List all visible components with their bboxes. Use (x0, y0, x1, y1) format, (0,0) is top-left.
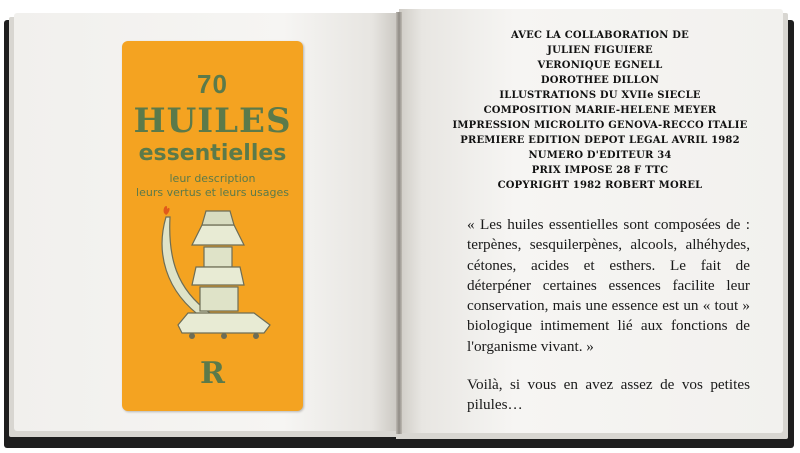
credit-line: COPYRIGHT 1982 ROBERT MOREL (497, 180, 703, 191)
flame-shape (164, 206, 170, 215)
base-shape (178, 313, 270, 333)
booklet-subtitle: essentielles (138, 141, 287, 166)
closing-paragraph: Voilà, si vous en avez assez de vos petites pilules… (467, 376, 750, 414)
dome-top-shape (192, 225, 244, 245)
booklet-cover-image (122, 41, 303, 411)
credit-line: AVEC LA COLLABORATION DE (510, 30, 690, 41)
credits-list (440, 28, 760, 193)
credit-line: JULIEN FIGUIERE (547, 45, 653, 56)
tier-2-shape (192, 267, 244, 285)
booklet-tagline-2: leurs vertus et leurs usages (136, 186, 289, 199)
booklet-tagline-1: leur description (169, 172, 256, 185)
credit-line: PREMIERE EDITION DEPOT LEGAL AVRIL 1982 (460, 135, 740, 146)
tier-3-shape (200, 287, 238, 311)
foot-center-shape (221, 333, 227, 339)
credit-line: IMPRESSION MICROLITO GENOVA-RECCO ITALIE (452, 120, 748, 131)
credit-line: NUMERO D'EDITEUR 34 (528, 150, 672, 161)
book-gutter (396, 12, 402, 434)
foot-right-shape (253, 333, 259, 339)
alembic-illustration (144, 201, 284, 351)
credit-line: VERONIQUE EGNELL (537, 60, 663, 71)
foot-left-shape (189, 333, 195, 339)
credit-line: COMPOSITION MARIE-HELENE MEYER (483, 105, 717, 116)
quote-paragraph: « Les huiles essentielles sont composées de : terpènes, sesquilerpènes, alcools, alhéhydes, cétones, acides et esthers. Le fait de déterpéner certaines essences facilite leur conservation, mais une essence est un « tout » biologique intimement lié aux fonctions de l'organisme vivant. » (467, 216, 750, 355)
booklet-number: 70 (197, 69, 228, 99)
credit-line: ILLUSTRATIONS DU XVIIe SIECLE (499, 90, 701, 101)
credit-line: PRIX IMPOSE 28 F TTC (531, 165, 669, 176)
publisher-mark: R (200, 356, 225, 391)
tier-1-shape (204, 247, 232, 267)
dome-cap-shape (202, 211, 234, 225)
credit-line: DOROTHEE DILLON (540, 75, 660, 86)
booklet-title: HUILES (133, 101, 292, 141)
